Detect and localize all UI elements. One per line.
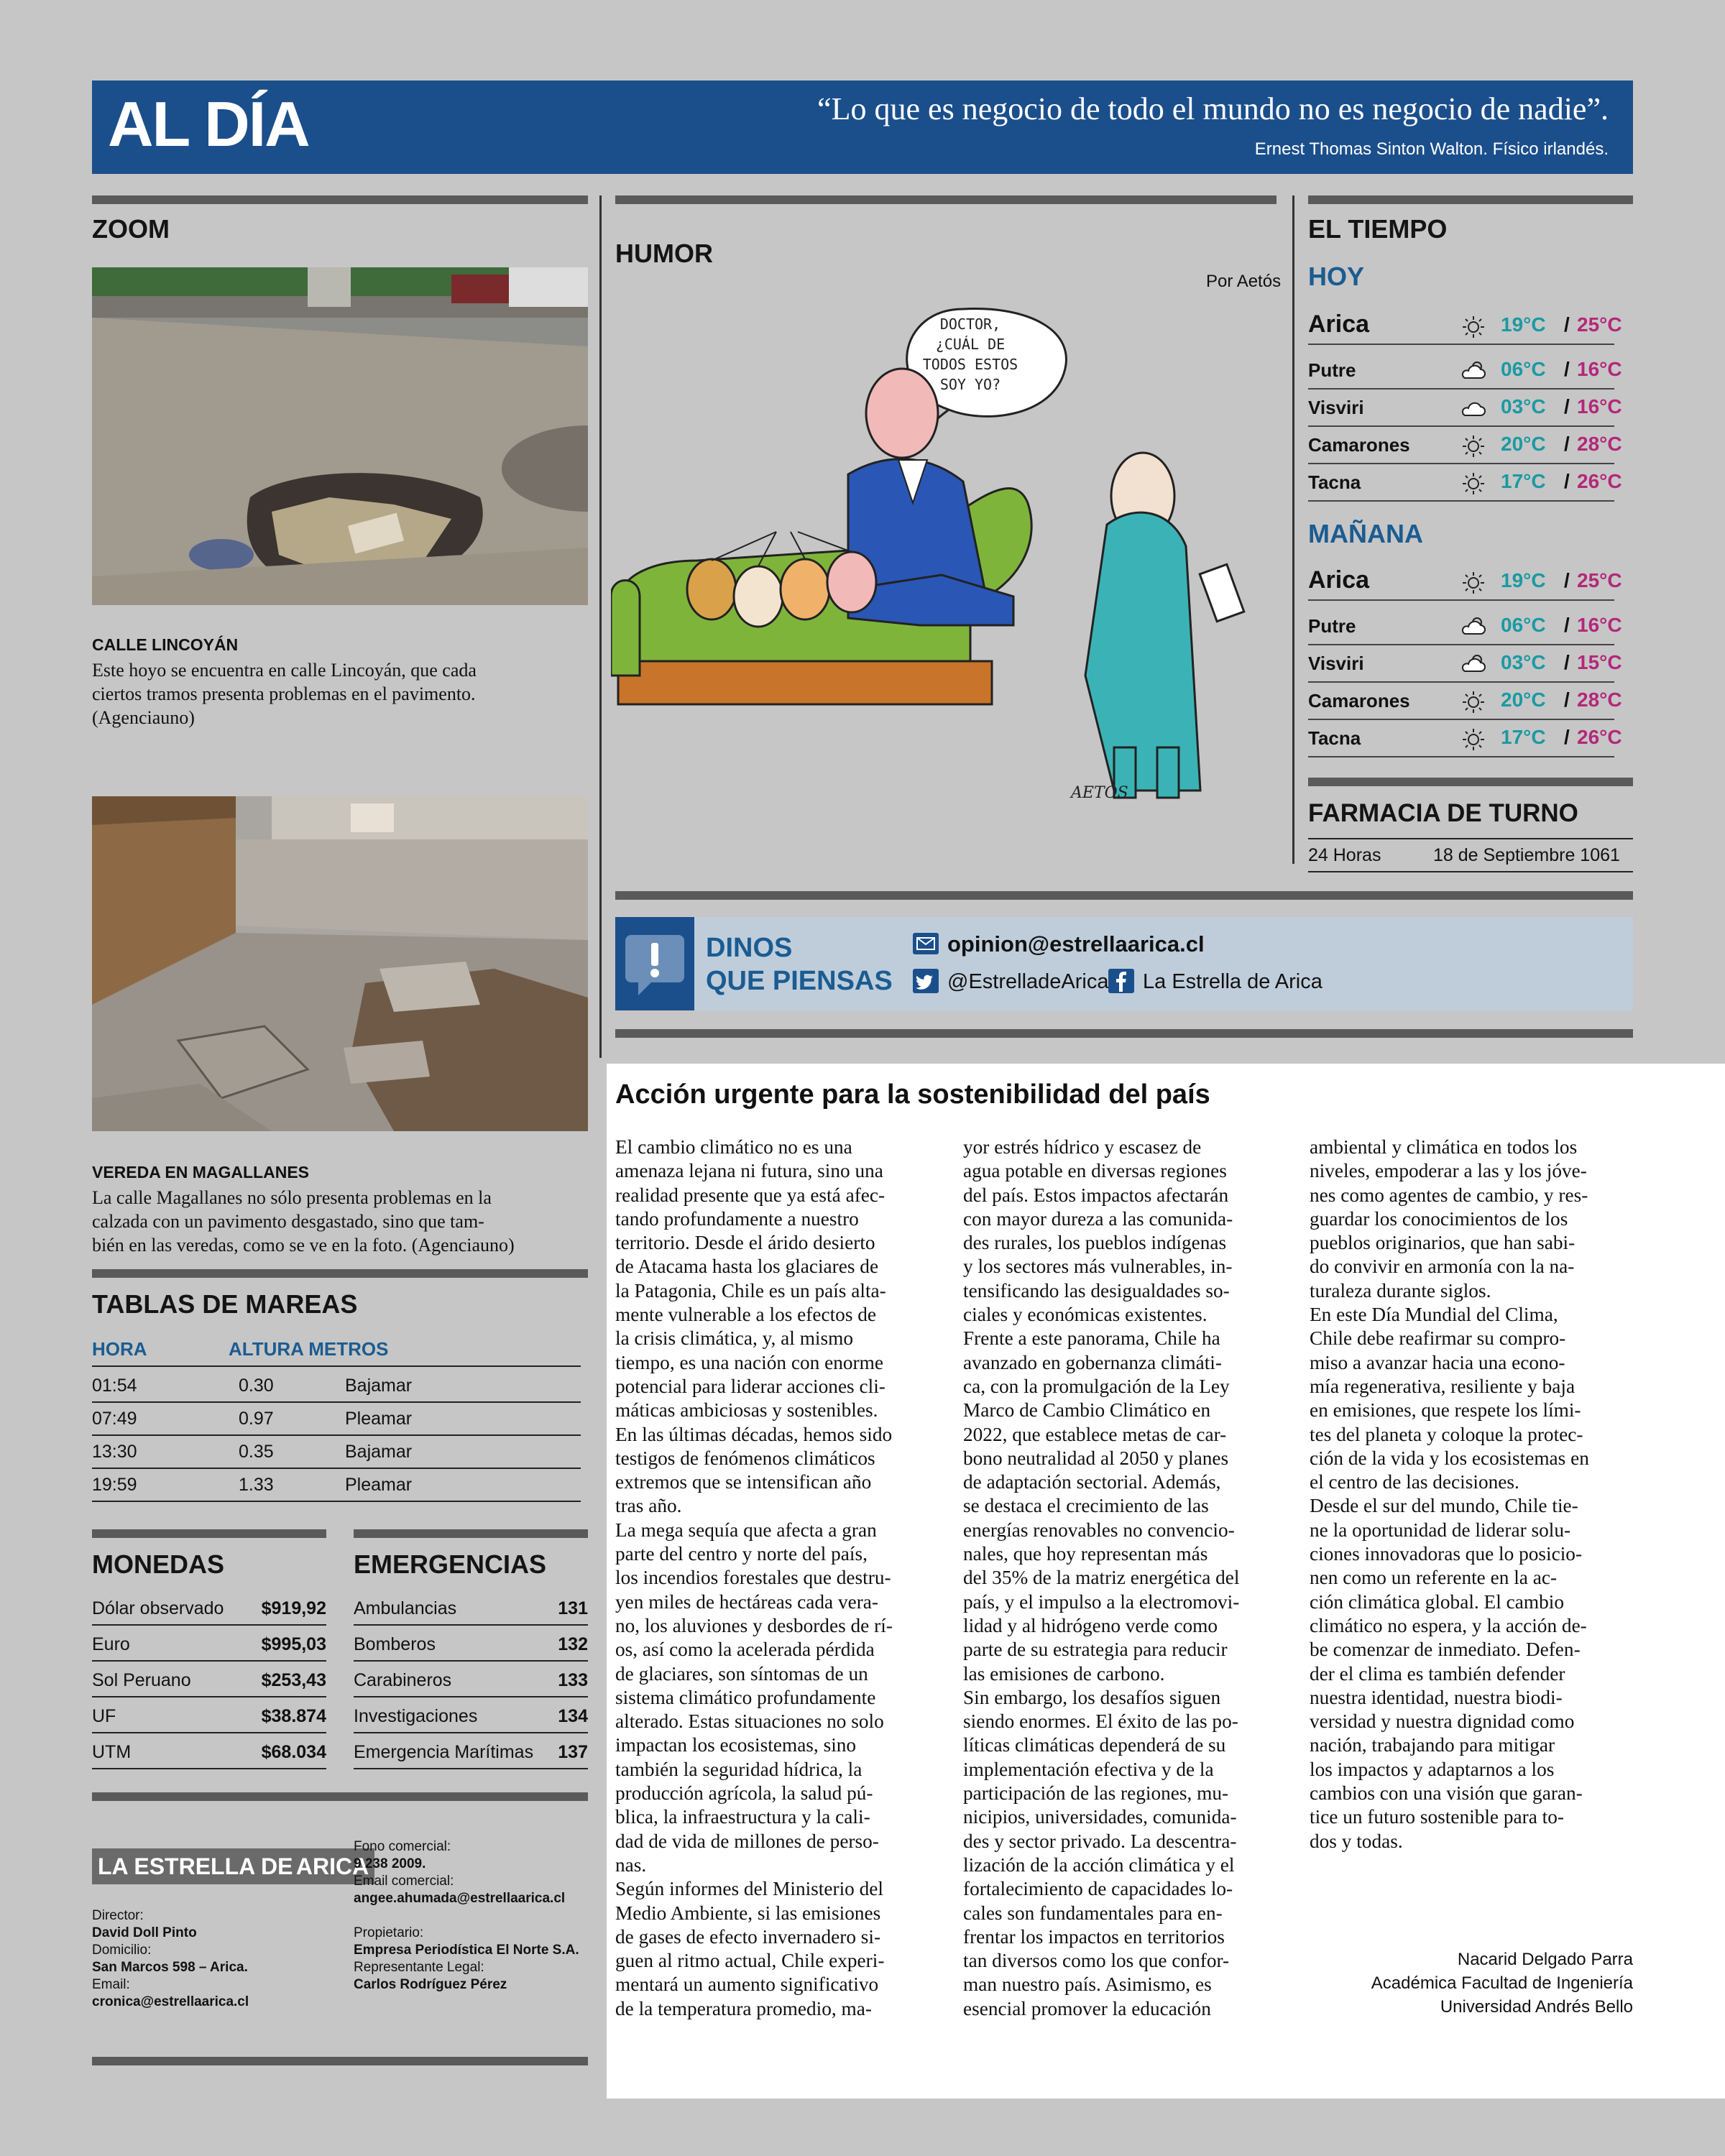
article-line: yen miles de hectáreas cada vera- (615, 1590, 879, 1613)
tides-col-altura: ALTURA METROS (229, 1338, 389, 1360)
label: Propietario: (354, 1925, 424, 1940)
contact-twitter[interactable]: @EstrelladeArica (947, 970, 1109, 993)
article-line: tice un futuro sostenible para to- (1310, 1806, 1564, 1828)
temp-high: 26°C (1577, 726, 1622, 748)
tide-time: 19:59 (92, 1475, 137, 1495)
article-line: nicipios, universidades, comunida- (963, 1806, 1237, 1828)
article-line: la crisis climática, y, al mismo (615, 1327, 854, 1350)
article-line: der el clima es también defender (1310, 1662, 1565, 1685)
article-line: lización de la acción climática y el (963, 1853, 1235, 1876)
table-row (92, 1697, 326, 1733)
author-university: Universidad Andrés Bello (1440, 1997, 1633, 2017)
article-line: dos y todas. (1310, 1830, 1403, 1852)
photo-caption (92, 658, 588, 729)
article-line: turaleza durante siglos. (1310, 1279, 1491, 1302)
article-line: mente vulnerable a los efectos de (615, 1304, 877, 1326)
article-line: des y sector privado. La descentra- (963, 1830, 1237, 1852)
article-line: el centro de las decisiones. (1310, 1471, 1519, 1493)
temp-high: 16°C (1577, 395, 1622, 418)
table-row (92, 1662, 326, 1697)
article-line: mentará un aumento significativo (615, 1973, 879, 1996)
article-line: ca, con la promulgación de la Ley (963, 1375, 1230, 1397)
masthead-left (92, 1907, 336, 2011)
city-name: Arica (1308, 310, 1370, 338)
article-line: ción climática global. El cambio (1310, 1590, 1564, 1613)
article-line: los incendios forestales que destru- (615, 1567, 891, 1589)
article-line: yor estrés hídrico y escasez de (963, 1136, 1202, 1158)
article-line: tras año. (615, 1495, 682, 1517)
table-row (354, 1626, 588, 1662)
article-line: tensificando las desigualdades so- (963, 1279, 1230, 1302)
table-row (92, 1434, 581, 1469)
article-line: testigos de fenómenos climáticos (615, 1447, 875, 1469)
temp-high: 26°C (1577, 470, 1622, 492)
article-line: realidad presente que ya está afec- (615, 1184, 886, 1206)
article-line: de Atacama hasta los glaciares de (615, 1256, 879, 1278)
article-line: ne la oportunidad de liderar solu- (1310, 1519, 1571, 1541)
tide-time: 01:54 (92, 1376, 137, 1396)
temp-high: 16°C (1577, 358, 1622, 380)
tide-time: 07:49 (92, 1409, 137, 1429)
currency-name: Euro (92, 1634, 130, 1654)
article-line: Según informes del Ministerio del (615, 1878, 883, 1900)
address: San Marcos 598 – Arica. (92, 1960, 248, 1975)
weather-row: Putre 06°C / 16°C (1308, 352, 1614, 390)
article-line: guen al ritmo actual, Chile experi- (615, 1950, 885, 1972)
partly-cloudy-icon (1459, 651, 1488, 676)
article-line: avanzado en gobernanza climáti- (963, 1351, 1222, 1373)
photo-caption (92, 1186, 588, 1257)
article-line: des rurales, los pueblos indígenas (963, 1232, 1227, 1254)
temp-low: 20°C (1501, 433, 1546, 455)
legal-rep: Carlos Rodríguez Pérez (354, 1977, 507, 1992)
tide-height: 0.30 (239, 1376, 274, 1396)
monedas-title: MONEDAS (92, 1549, 225, 1579)
weather-row: Arica 19°C / 25°C (1308, 563, 1614, 601)
article-line: En este Día Mundial del Clima, (1310, 1304, 1558, 1326)
contact-email[interactable]: opinion@estrellaarica.cl (947, 931, 1205, 957)
article-line: Desde el sur del mundo, Chile tie- (1310, 1495, 1578, 1517)
article-line: esencial promover la educación (963, 1997, 1211, 2019)
caption-line: bién en las veredas, como se ve en la foto. (Agenciauno) (92, 1235, 515, 1256)
article-line: nuestra identidad, nuestra biodi- (1310, 1686, 1563, 1708)
weather-today-label: HOY (1308, 262, 1365, 291)
article-line: territorio. Desde el árido desierto (615, 1232, 875, 1254)
bubble-line: DOCTOR, (939, 315, 1001, 333)
article-line: ciones innovadoras que lo posicio- (1310, 1543, 1583, 1565)
article-line: líticas climáticas dependerá de su (963, 1734, 1226, 1756)
caption-title: VEREDA EN MAGALLANES (92, 1163, 309, 1181)
pharmacy-address: 18 de Septiembre 1061 (1433, 845, 1620, 865)
article-column-2 (963, 1135, 1301, 2021)
currency-value: $995,03 (261, 1634, 326, 1654)
emergencias-divider (354, 1529, 588, 1538)
currency-name: Dólar observado (92, 1598, 224, 1618)
article-line: ción de la vida y los ecosistemas en (1310, 1447, 1589, 1469)
article-line: parte del centro y norte del país, (615, 1543, 868, 1565)
article-line: nas. (615, 1853, 647, 1876)
pharmacy-title: FARMACIA DE TURNO (1308, 799, 1578, 827)
phone: 9 238 2009. (354, 1856, 426, 1871)
pharmacy-line (1308, 871, 1633, 872)
article-line: nen como un referente en la ac- (1310, 1567, 1558, 1589)
emergency-number: 134 (558, 1706, 588, 1726)
article-line: de gases de efecto invernadero si- (615, 1925, 881, 1948)
label: Representante Legal: (354, 1960, 484, 1975)
article-line: dad de vida de millones de perso- (615, 1830, 879, 1852)
article-line: extremos que se intensifican año (615, 1471, 872, 1493)
article-line: pueblos originarios, que han sabi- (1310, 1232, 1576, 1254)
article-line: amenaza lejana ni futura, sino una (615, 1160, 883, 1182)
temp-low: 17°C (1501, 726, 1546, 748)
photo-vereda-magallanes (92, 796, 588, 1131)
pharmacy-divider (1308, 778, 1633, 786)
label: Email comercial: (354, 1874, 454, 1889)
temp-high: 25°C (1577, 569, 1622, 591)
temp-low: 17°C (1501, 470, 1546, 492)
humor-cartoon (611, 287, 1279, 805)
temp-high: 15°C (1577, 651, 1622, 673)
table-row (354, 1590, 588, 1626)
emergency-service: Carabineros (354, 1670, 452, 1690)
column-rule (1292, 195, 1294, 864)
article-line: be comenzar de inmediato. Defen- (1310, 1639, 1581, 1661)
owner: Empresa Periodística El Norte S.A. (354, 1943, 579, 1958)
page-header (92, 80, 1633, 174)
tides-divider (92, 1269, 588, 1278)
article-line: no, los aluviones y desbordes de rí- (615, 1614, 893, 1636)
email-link[interactable]: angee.ahumada@estrellaarica.cl (354, 1891, 566, 1906)
label: Domicilio: (92, 1943, 152, 1958)
temp-low: 06°C (1501, 358, 1546, 380)
article-line: El cambio climático no es una (615, 1136, 852, 1158)
facebook-icon (1108, 969, 1134, 993)
label: Director: (92, 1908, 144, 1923)
article-line: de la temperatura promedio, ma- (615, 1997, 872, 2019)
weather-row: Putre 06°C / 16°C (1308, 608, 1614, 645)
emergency-number: 131 (558, 1598, 588, 1618)
sun-icon (1459, 313, 1488, 338)
emergencias-title: EMERGENCIAS (354, 1549, 547, 1579)
temp-high: 16°C (1577, 614, 1622, 636)
bubble-line: SOY YO? (939, 376, 1001, 393)
article-line: man nuestro país. Asimismo, es (963, 1973, 1212, 1996)
sun-icon (1459, 433, 1488, 457)
weather-row: Visviri 03°C / 16°C (1308, 390, 1614, 427)
currency-value: $38.874 (261, 1706, 326, 1726)
logo-text: ARICA (295, 1853, 369, 1879)
tides-title: TABLAS DE MAREAS (92, 1289, 358, 1319)
article-line: Marco de Cambio Climático en (963, 1399, 1211, 1422)
table-row (92, 1626, 326, 1662)
weather-title: EL TIEMPO (1308, 214, 1448, 244)
chat-alert-icon (615, 917, 694, 1010)
contact-divider (615, 891, 1633, 900)
weather-tomorrow-label: MAÑANA (1308, 519, 1423, 548)
caption-line: La calle Magallanes no sólo presenta problemas en la (92, 1187, 492, 1208)
label: Fono comercial: (354, 1839, 451, 1854)
emergency-service: Investigaciones (354, 1706, 478, 1726)
article-line: La mega sequía que afecta a gran (615, 1519, 877, 1541)
bottom-divider (92, 2057, 588, 2065)
table-row (92, 1368, 581, 1403)
emergency-service: Emergencia Marítimas (354, 1742, 534, 1762)
sun-icon (1459, 569, 1488, 594)
article-column-1 (615, 1135, 953, 2021)
table-row (354, 1662, 588, 1697)
article-line: impactan los ecosistemas, sino (615, 1734, 857, 1756)
article-line: 2022, que establece metas de car- (963, 1423, 1227, 1445)
article-line: la Patagonia, Chile es un país alta- (615, 1279, 886, 1302)
city-name: Visviri (1308, 397, 1364, 418)
currency-value: $68.034 (261, 1742, 326, 1762)
author-name: Nacarid Delgado Parra (1457, 1950, 1633, 1969)
article-line: parte de su estrategia para reducir (963, 1639, 1228, 1661)
label: Email: (92, 1977, 130, 1992)
cloud-icon (1459, 395, 1488, 420)
newspaper-logo (92, 1848, 374, 1884)
tide-type: Pleamar (345, 1475, 413, 1495)
article-line: Chile debe reafirmar su compro- (1310, 1327, 1566, 1350)
contact-heading-line: QUE PIENSAS (706, 966, 893, 996)
article-line: producción agrícola, la salud pú- (615, 1782, 873, 1805)
article-line: los impactos y adaptarnos a los (1310, 1758, 1555, 1780)
email-link[interactable]: cronica@estrellaarica.cl (92, 1994, 249, 2009)
partly-cloudy-icon (1459, 614, 1488, 638)
cartoon-signature: AETOS (1071, 784, 1128, 802)
sun-icon (1459, 470, 1488, 494)
author-role: Académica Facultad de Ingeniería (1371, 1973, 1633, 1993)
article-column-3 (1310, 1135, 1647, 1853)
director-name: David Doll Pinto (92, 1925, 197, 1940)
table-row (92, 1590, 326, 1626)
article-line: tan diversos como los que confor- (963, 1950, 1230, 1972)
article-title: Acción urgente para la sostenibilidad del país (615, 1079, 1210, 1110)
article-line: participación de las regiones, mu- (963, 1782, 1229, 1805)
city-name: Camarones (1308, 434, 1410, 456)
city-name: Visviri (1308, 653, 1364, 674)
bubble-line: TODOS ESTOS (922, 356, 1018, 373)
weather-row: Tacna 17°C / 26°C (1308, 464, 1614, 502)
caption-line: (Agenciauno) (92, 707, 195, 728)
temp-low: 03°C (1501, 651, 1546, 673)
partly-cloudy-icon (1459, 358, 1488, 382)
article-line: también la seguridad hídrica, la (615, 1758, 862, 1780)
article-line: de adaptación sectorial. Además, (963, 1471, 1221, 1493)
city-name: Tacna (1308, 727, 1361, 749)
article-line: cambios con una visión que garan- (1310, 1782, 1583, 1805)
tide-type: Bajamar (345, 1376, 413, 1396)
article-line: y los sectores más vulnerables, in- (963, 1256, 1233, 1278)
tides-col-hora: HORA (92, 1338, 147, 1360)
article-line: alterado. Estas situaciones no solo (615, 1710, 884, 1733)
humor-credit: Por Aetós (1206, 272, 1282, 291)
emergency-service: Bomberos (354, 1634, 436, 1654)
article-line: implementación efectiva y de la (963, 1758, 1214, 1780)
weather-row: Tacna 17°C / 26°C (1308, 720, 1614, 757)
article-line: del país. Estos impactos afectarán (963, 1184, 1229, 1206)
temp-low: 06°C (1501, 614, 1546, 636)
masthead-right (354, 1838, 591, 1994)
article-line: os, así como la acelerada pérdida (615, 1639, 875, 1661)
pharmacy-hours: 24 Horas (1308, 845, 1381, 865)
pharmacy-line (1308, 838, 1633, 839)
humor-title: HUMOR (615, 239, 713, 268)
currency-value: $919,92 (261, 1598, 326, 1618)
currency-value: $253,43 (261, 1670, 326, 1690)
article-line: versidad y nuestra dignidad como (1310, 1710, 1575, 1733)
tide-height: 0.35 (239, 1442, 274, 1462)
tide-time: 13:30 (92, 1442, 137, 1462)
zoom-divider (92, 195, 588, 204)
sun-icon (1459, 726, 1488, 750)
city-name: Camarones (1308, 690, 1410, 711)
tide-type: Pleamar (345, 1409, 413, 1429)
article-line: frentar los impactos en territorios (963, 1925, 1225, 1948)
currency-name: UTM (92, 1742, 132, 1762)
sun-icon (1459, 688, 1488, 713)
temp-low: 19°C (1501, 569, 1546, 591)
temp-high: 28°C (1577, 433, 1622, 455)
contact-heading-line: DINOS (706, 933, 793, 963)
table-row (92, 1733, 326, 1769)
emergency-service: Ambulancias (354, 1598, 457, 1618)
zoom-title: ZOOM (92, 214, 170, 244)
article-line: agua potable en diversas regiones (963, 1160, 1227, 1182)
article-line: Sin embargo, los desafíos siguen (963, 1686, 1221, 1708)
article-line: Frente a este panorama, Chile ha (963, 1327, 1220, 1350)
article-line: en emisiones, que respete los lími- (1310, 1399, 1581, 1422)
weather-row: Camarones 20°C / 28°C (1308, 683, 1614, 720)
table-row (92, 1468, 581, 1502)
article-line: fortalecimiento de capacidades lo- (963, 1878, 1233, 1900)
weather-divider (1308, 195, 1633, 204)
article-line: Medio Ambiente, si las emisiones (615, 1902, 881, 1924)
city-name: Putre (1308, 359, 1356, 381)
table-row (354, 1733, 588, 1769)
article-line: ciales y económicas existentes. (963, 1304, 1208, 1326)
article-line: bono neutralidad al 2050 y planes (963, 1447, 1229, 1469)
article-line: potencial para liderar acciones cli- (615, 1375, 886, 1397)
header-quote: “Lo que es negocio de todo el mundo no es negocio de nadie”. (817, 91, 1609, 126)
masthead-divider (92, 1792, 588, 1801)
caption-line: Este hoyo se encuentra en calle Lincoyán, que cada (92, 660, 477, 681)
article-line: tando profundamente a nuestro (615, 1207, 859, 1230)
city-name: Tacna (1308, 471, 1361, 493)
article-line: se destaca el crecimiento de las (963, 1495, 1209, 1517)
temp-low: 19°C (1501, 313, 1546, 336)
bubble-line: ¿CUÁL DE (935, 336, 1006, 353)
article-line: blica, la infraestructura y la cali- (615, 1806, 870, 1828)
emergency-number: 137 (558, 1742, 588, 1762)
weather-row: Camarones 20°C / 28°C (1308, 427, 1614, 464)
article-line: sistema climático profundamente (615, 1686, 876, 1708)
humor-divider (615, 195, 1276, 204)
contact-banner (615, 917, 1633, 1010)
article-line: nales, que hoy representan más (963, 1543, 1208, 1565)
temp-high: 28°C (1577, 688, 1622, 711)
article-line: con mayor dureza a las comunida- (963, 1207, 1233, 1230)
column-rule (599, 195, 602, 1058)
header-quote-author: Ernest Thomas Sinton Walton. Físico irlandés. (1254, 139, 1609, 159)
article-line: nes como agentes de cambio, y res- (1310, 1184, 1588, 1206)
article-line: lidad y al hidrógeno verde como (963, 1614, 1218, 1636)
weather-row: Arica 19°C / 25°C (1308, 308, 1614, 345)
temp-low: 03°C (1501, 395, 1546, 418)
mail-icon (913, 933, 939, 954)
article-line: energías renovables no convencio- (963, 1519, 1235, 1541)
logo-text: LA ESTRELLA DE (98, 1853, 293, 1879)
article-line: máticas ambiciosas y sostenibles. (615, 1399, 878, 1422)
article-line: guardar los conocimientos de los (1310, 1207, 1568, 1230)
photo-calle-lincoyan (92, 267, 588, 605)
article-line: climático no espera, y la acción de- (1310, 1614, 1587, 1636)
table-row (92, 1401, 581, 1436)
article-line: de glaciares, son síntomas de un (615, 1662, 868, 1685)
monedas-divider (92, 1529, 326, 1538)
currency-name: UF (92, 1706, 116, 1726)
emergency-number: 133 (558, 1670, 588, 1690)
tide-height: 0.97 (239, 1409, 274, 1429)
article-signature (1371, 1948, 1633, 2019)
city-name: Putre (1308, 615, 1356, 637)
weather-row: Visviri 03°C / 15°C (1308, 645, 1614, 683)
article-line: cales son fundamentales para en- (963, 1902, 1223, 1924)
twitter-icon (913, 969, 939, 993)
table-row (354, 1697, 588, 1733)
contact-heading (706, 931, 893, 998)
caption-title: CALLE LINCOYÁN (92, 635, 239, 654)
tide-height: 1.33 (239, 1475, 274, 1495)
currency-name: Sol Peruano (92, 1670, 191, 1690)
article-line: ambiental y climática en todos los (1310, 1136, 1578, 1158)
article-line: tes del planeta y coloque la protec- (1310, 1423, 1583, 1445)
article-line: las emisiones de carbono. (963, 1662, 1165, 1685)
temp-high: 25°C (1577, 313, 1622, 336)
article-line: del 35% de la matriz energética del (963, 1567, 1240, 1589)
article-line: país, y el impulso a la electromovi- (963, 1590, 1240, 1613)
section-title: AL DÍA (108, 88, 309, 160)
tide-type: Bajamar (345, 1442, 413, 1462)
article-line: mía regenerativa, resiliente y baja (1310, 1375, 1576, 1397)
article-line: siendo enormes. El éxito de las po- (963, 1710, 1238, 1733)
article-line: nación, trabajando para mitigar (1310, 1734, 1555, 1756)
article-divider (615, 1029, 1633, 1038)
tides-header-line (92, 1365, 581, 1367)
caption-line: ciertos tramos presenta problemas en el pavimento. (92, 683, 476, 704)
article-line: do convivir en armonía con la na- (1310, 1256, 1575, 1278)
article-line: En las últimas décadas, hemos sido (615, 1423, 893, 1445)
city-name: Arica (1308, 566, 1370, 594)
emergency-number: 132 (558, 1634, 588, 1654)
contact-facebook[interactable]: La Estrella de Arica (1143, 970, 1322, 993)
caption-line: calzada con un pavimento desgastado, sino que tam- (92, 1211, 484, 1232)
temp-low: 20°C (1501, 688, 1546, 711)
article-line: niveles, empoderar a las y los jóve- (1310, 1160, 1587, 1182)
article-line: tiempo, es una nación con enorme (615, 1351, 883, 1373)
article-line: miso a avanzar hacia una econo- (1310, 1351, 1565, 1373)
